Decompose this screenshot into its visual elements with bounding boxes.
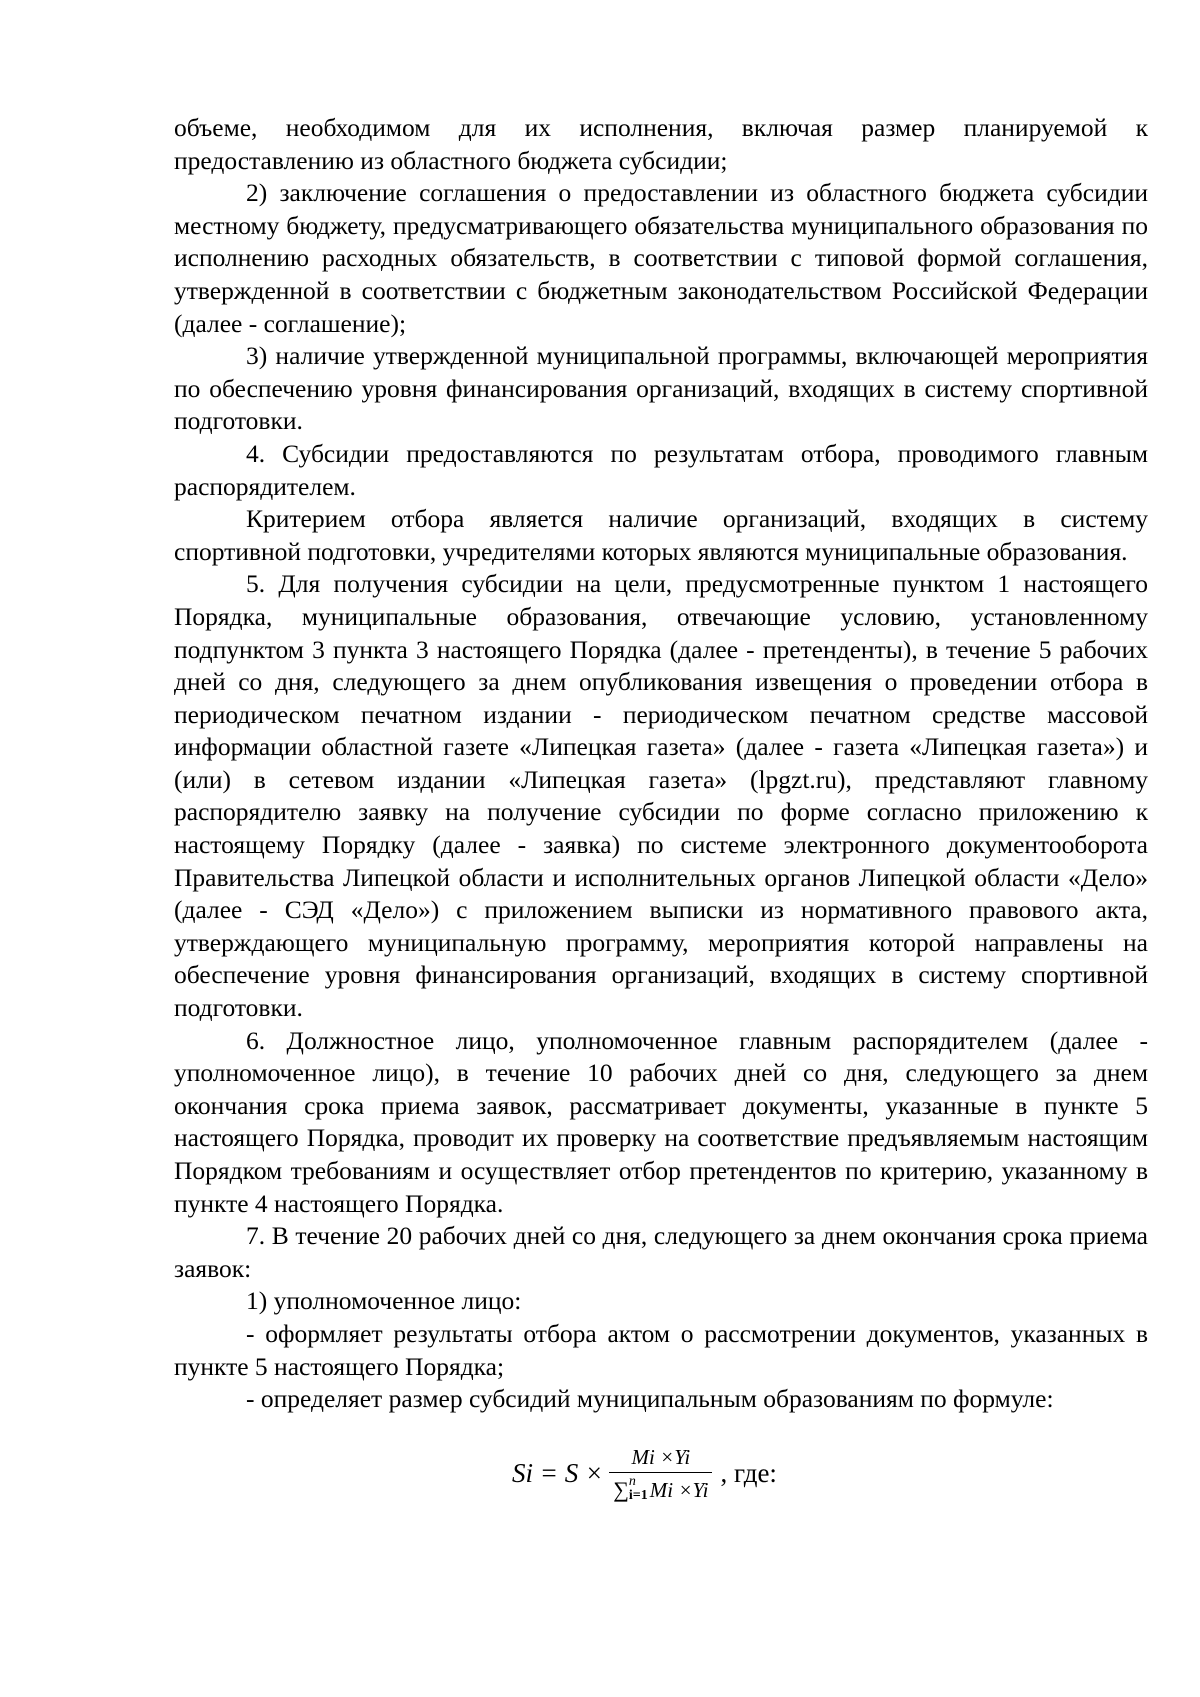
formula-lhs: Si = S × (512, 1458, 604, 1489)
formula-fraction (609, 1445, 712, 1503)
paragraph: 1) уполномоченное лицо: (246, 1286, 522, 1316)
formula-numerator: Mi ×Yi (631, 1444, 691, 1469)
paragraph: 2) заключение соглашения о предоставлении из областного бюджета субсидии местному бюджету, предусматривающего обязательства муниципального образования по исполнению расходных обязательств, в соответствии с типовой формой соглашения, утвержденной в соответствии с бюджетным законодательством Российской Федерации (далее - соглашение); (174, 178, 1148, 338)
subsidy-formula (512, 1434, 1148, 1514)
paragraph: 7. В течение 20 рабочих дней со дня, следующего за днем окончания срока приема заявок: (174, 1221, 1148, 1283)
paragraph: 5. Для получения субсидии на цели, предусмотренные пунктом 1 настоящего Порядка, муниципальные образования, отвечающие условию, установленному подпунктом 3 пункта 3 настоящего Порядка (далее - претенденты), в течение 5 рабочих дней со дня, следующего за днем опубликования извещения о проведении отбора в периодическом печатном издании - периодическом печатном средстве массовой информации областной газете «Липецкая газета» (далее - газета «Липецкая газета») и (или) в сетевом издании «Липецкая газета» (lpgzt.ru), представляют главному распорядителю заявку на получение субсидии по форме согласно приложению к настоящему Порядку (далее - заявка) по системе электронного документооборота Правительства Липецкой области и исполнительных органов Липецкой области «Дело» (далее - СЭД «Дело») с приложением выписки из нормативного правового акта, утверждающего муниципальную программу, мероприятия которой направлены на обеспечение уровня финансирования организаций, входящих в систему спортивной подготовки. (174, 569, 1148, 1023)
formula-denominator (609, 1473, 712, 1503)
document-body (174, 112, 1148, 1416)
sum-lower-limit: i=1 (628, 1487, 648, 1503)
paragraph: 3) наличие утвержденной муниципальной программы, включающей мероприятия по обеспечению уровня финансирования организаций, входящих в систему спортивной подготовки. (174, 341, 1148, 436)
paragraph: 6. Должностное лицо, уполномоченное главным распорядителем (далее - уполномоченное лицо), в течение 10 рабочих дней со дня, следующего за днем окончания срока приема заявок, рассматривает документы, указанные в пункте 5 настоящего Порядка, проводит их проверку на соответствие предъявляемым настоящим Порядком требованиям и осуществляет отбор претендентов по критерию, указанному в пункте 4 настоящего Порядка. (174, 1025, 1148, 1218)
paragraph: Критерием отбора является наличие организаций, входящих в систему спортивной подготовки, учредителями которых являются муниципальные образования. (174, 504, 1148, 566)
paragraph: 4. Субсидии предоставляются по результатам отбора, проводимого главным распорядителем. (174, 438, 1148, 501)
formula-tail: , где: (720, 1458, 777, 1489)
sum-limits (629, 1475, 648, 1503)
formula-denominator-term: Mi ×Yi (649, 1477, 709, 1502)
paragraph: объеме, необходимом для их исполнения, включая размер планируемой к предоставлению из областного бюджета субсидии; (174, 113, 1148, 175)
sum-symbol: ∑ (613, 1476, 629, 1502)
paragraph: - определяет размер субсидий муниципальным образованиям по формуле: (246, 1384, 1054, 1414)
sum-upper-limit: n (628, 1473, 636, 1489)
paragraph: - оформляет результаты отбора актом о рассмотрении документов, указанных в пункте 5 настоящего Порядка; (174, 1318, 1148, 1381)
